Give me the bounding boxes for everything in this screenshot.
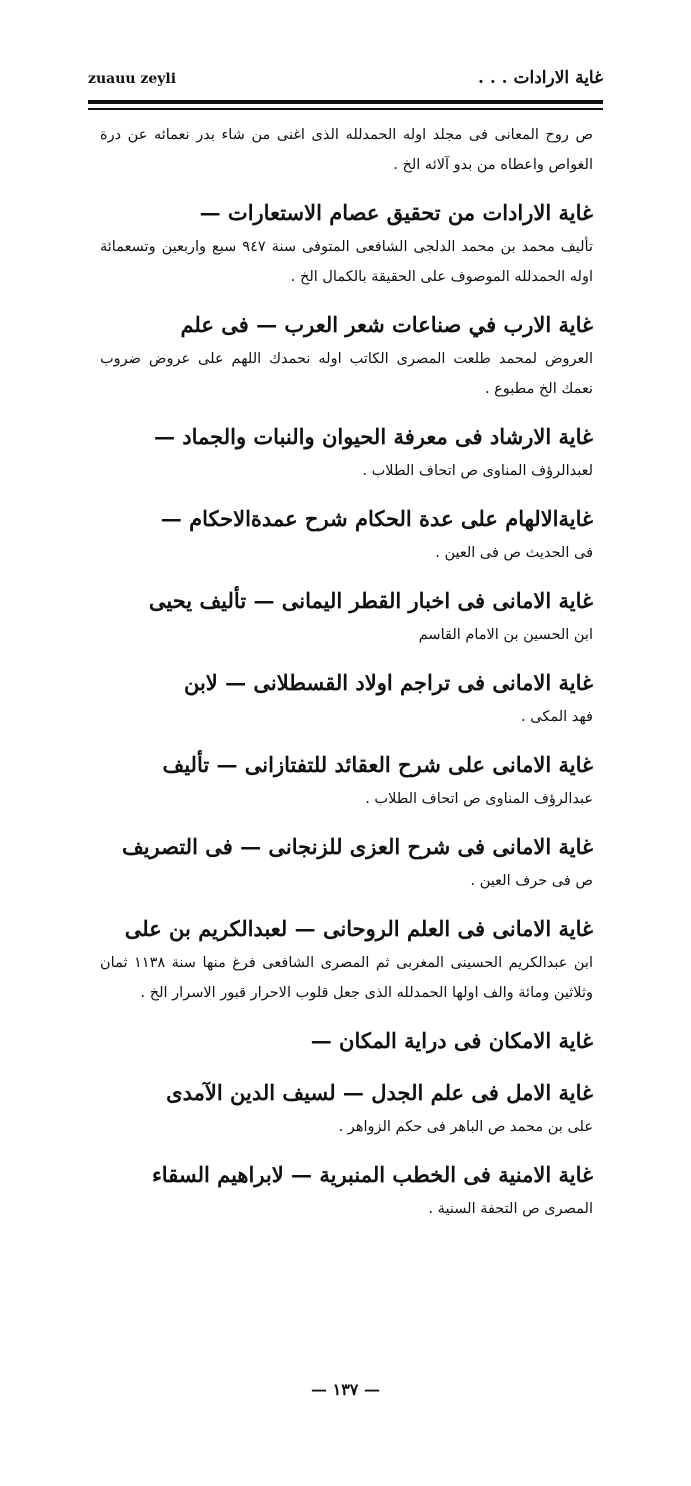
entry-title: غايةالالهام على عدة الحكام شرح عمدةالاحكام —	[160, 506, 593, 531]
entry-title: غاية الامانى فى تراجم اولاد القسطلانى — لابن	[183, 670, 593, 695]
entry-description: فهد المكى .	[521, 709, 593, 725]
entry	[100, 418, 593, 486]
page-number: — ١٣٧ —	[311, 1380, 380, 1399]
entry	[100, 828, 593, 896]
entry	[100, 1156, 593, 1224]
entry	[100, 500, 593, 568]
entry-title: غاية الامكان فى دراية المكان —	[310, 1028, 593, 1053]
entry-title: غاية الامانى فى العلم الروحانى — لعبدالكريم بن على	[124, 916, 593, 941]
entry-description: ابن عبدالكريم الحسينى المغربى ثم المصرى الشافعى فرغ منها سنة ١١٣٨ ثمان وثلاثين ومائة والف اولها الحمدلله الذى جعل قلوب الاحرار قبور الاسرار الخ .	[100, 955, 593, 1001]
entry	[100, 1074, 593, 1142]
entry	[100, 910, 593, 1008]
intro-paragraph: ص روح المعانى فى مجلد اوله الحمدلله الذى اغنى من شاء بدر نعمائه عن درة الغواص واعطاه من بدو آلائه الخ .	[100, 127, 593, 173]
entry-description: على بن محمد ص الباهر فى حكم الزواهر .	[338, 1119, 593, 1135]
entry-title: غاية الارادات من تحقيق عصام الاستعارات —	[199, 200, 593, 225]
entry	[100, 306, 593, 404]
entry	[100, 746, 593, 814]
entry-title: غاية الامل فى علم الجدل — لسيف الدين الآمدى	[166, 1080, 593, 1105]
entry-description: لعبدالرؤف المناوى ص اتحاف الطلاب .	[362, 463, 593, 479]
entry-title: غاية الامنية فى الخطب المنبرية — لابراهيم السقاء	[151, 1162, 593, 1187]
entries-column	[100, 120, 593, 1238]
entry-title: غاية الامانى فى شرح العزى للزنجانى — فى التصريف	[121, 834, 593, 859]
catalog-label: zuauu zeyli	[88, 71, 177, 87]
entry-title: غاية الارشاد فى معرفة الحيوان والنبات والجماد —	[153, 424, 593, 449]
entry-description: ص فى حرف العين .	[470, 873, 593, 889]
entry-description: تأليف محمد بن محمد الدلجى الشافعى المتوفى سنة ٩٤٧ سبع واربعين وتسعمائة اوله الحمدلله الموصوف على الحقيقة بالكمال الخ .	[100, 239, 593, 285]
running-title: غاية الارادات . . .	[478, 68, 603, 88]
entry-title: غاية الامانى فى اخبار القطر اليمانى — تأليف يحيى	[148, 588, 593, 613]
entry-description: العروض لمحمد طلعت المصرى الكاتب اوله نحمدك اللهم على عروض ضروب نعمك الخ مطبوع .	[100, 351, 593, 397]
entry	[100, 582, 593, 650]
entry	[100, 664, 593, 732]
header-rule-thick	[88, 100, 603, 104]
entry	[100, 194, 593, 292]
header-rule-thin	[88, 108, 603, 110]
entry-description: ابن الحسين بن الامام القاسم	[418, 627, 593, 643]
entry-description: فى الحديث ص فى العين .	[435, 545, 593, 561]
page-header	[88, 68, 603, 98]
entry-description: عبدالرؤف المناوى ص اتحاف الطلاب .	[365, 791, 593, 807]
entry	[100, 1022, 593, 1060]
entry-description: المصرى ص التحفة السنية .	[428, 1201, 593, 1217]
entry-title: غاية الارب في صناعات شعر العرب — فى علم	[180, 312, 593, 337]
entry-title: غاية الامانى على شرح العقائد للتفتازانى — تأليف	[162, 752, 593, 777]
